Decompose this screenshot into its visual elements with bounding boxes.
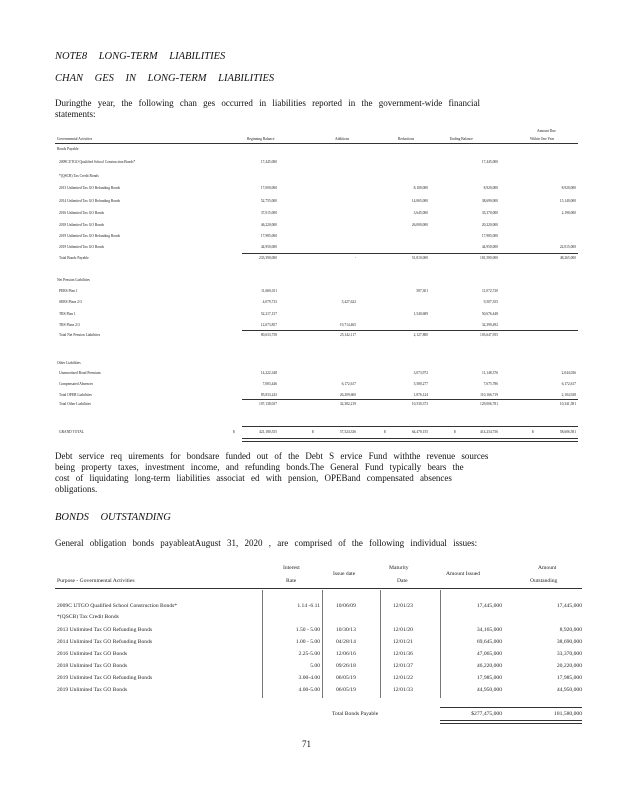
bond-row-1-label: *(QSCB) Tax Credit Bonds	[59, 174, 99, 178]
bond-row-4-reductions: 3,645,000	[413, 211, 428, 215]
bond-issue-5-label: 2018 Unlimited Tax GO Bonds	[57, 663, 128, 669]
bond-issue-5-maturity: 12/01/37	[393, 663, 413, 669]
pension-row-2-ending: 50,676,448	[481, 312, 498, 316]
bond-issue-6-outstanding: 17,985,000	[556, 675, 582, 681]
pension-subtotal-rule	[242, 330, 578, 331]
bond-issue-6-maturity: 12/01/22	[393, 675, 413, 681]
bond-issue-7-rate: 4.00-5.00	[298, 687, 320, 693]
header-purpose: Purpose - Governmental Activities	[57, 578, 135, 584]
other-row-1-additions: 6,172,617	[341, 382, 356, 386]
bond-issue-0-issued: 17,445,000	[476, 603, 502, 609]
bond-row-5-ending: 20,220,000	[481, 223, 498, 227]
other-row-1-beginning: 7,083,446	[262, 382, 277, 386]
intro-line-2: statements:	[55, 109, 96, 119]
bond-issue-6-issued: 17,985,000	[476, 675, 502, 681]
bonds-total-double-rule	[440, 720, 582, 724]
bonds-outstanding-heading: BONDS OUTSTANDING	[55, 512, 171, 523]
bond-issue-6-rate: 3.00-4.00	[298, 675, 320, 681]
total-bonds-ending: 181,580,000	[480, 256, 498, 260]
bond-row-7-ending: 44,950,000	[481, 245, 498, 249]
bond-issue-0-maturity: 12/01/23	[393, 603, 413, 609]
pension-row-1-additions: 5,427,622	[341, 300, 356, 304]
other-row-2-label: Total OPEB Liabilities	[59, 393, 92, 397]
para2-line-2: being property taxes, investment income, and refunding bonds.The General Fund typically bears the	[55, 462, 464, 472]
bond-issue-2-rate: 1.50 - 5.00	[295, 627, 320, 633]
header-issue-date: Issue date	[333, 571, 356, 577]
grand-total-additions-currency: $	[312, 430, 314, 434]
pension-row-2-beginning: 52,217,157	[260, 312, 277, 316]
header-ending: Ending Balance	[450, 137, 473, 141]
bond-row-0-ending: 17,445,000	[481, 160, 498, 164]
other-row-1-within: 6,172,617	[561, 382, 576, 386]
header-maturity-date: Date	[397, 578, 408, 584]
total-pension-label: Total Net Pension Liabilities	[59, 333, 101, 337]
total-pension-beginning: 80,633,758	[260, 333, 277, 337]
header-activities: Governmental Activities	[57, 137, 93, 141]
bond-issue-3-outstanding: 38,690,000	[556, 639, 582, 645]
bond-issue-0-label: 2009C UTGO Qualified School Construction Bonds*	[57, 603, 178, 609]
pension-row-1-ending: 9,507,355	[483, 300, 498, 304]
header-maturity: Maturity	[389, 565, 409, 571]
pension-row-3-additions: 19,714,465	[339, 323, 356, 327]
other-row-0-label: Unamortized Bond Premium	[59, 371, 101, 375]
grand-total-ending-currency: $	[454, 430, 456, 434]
bonds-table-column-divider	[262, 590, 263, 698]
bond-row-3-label: 2014 Unlimited Tax GO Refunding Bonds	[59, 199, 121, 203]
bond-row-4-within: 2,190,000	[561, 211, 576, 215]
grand-total-reductions-currency: $	[384, 430, 386, 434]
bond-issue-6-issue-date: 06/05/19	[336, 675, 356, 681]
grand-double-rule	[242, 438, 578, 442]
bonds-table-column-divider	[440, 590, 441, 698]
para2-line-1: Debt service req uirements for bondsare funded out of the Debt S ervice Fund withthe revenue sources	[55, 451, 489, 461]
bonds-total-label: Total Bonds Payable	[332, 711, 379, 717]
grand-total-ending: 414,234,736	[480, 430, 498, 434]
pension-row-2-label: TRS Plan 1	[59, 312, 76, 316]
bond-issue-3-maturity: 12/01/21	[393, 639, 413, 645]
pension-row-0-reductions: 587,301	[416, 289, 428, 293]
other-row-0-beginning: 14,222,348	[260, 371, 277, 375]
total-other-additions: 32,382,219	[339, 402, 356, 406]
bond-row-2-beginning: 17,000,000	[260, 186, 277, 190]
bond-issue-2-issued: 34,165,000	[476, 627, 502, 633]
bond-issue-3-issue-date: 04/28/14	[336, 639, 356, 645]
intro-line-1: Duringthe year, the following chan ges occurred in liabilities reported in the government-wide financial	[55, 98, 481, 108]
grand-total-label: GRAND TOTAL	[59, 430, 85, 434]
para2-line-4: obligations.	[55, 484, 98, 494]
other-row-0-ending: 11,148,376	[481, 371, 498, 375]
grand-total-within: 58,606,581	[559, 430, 576, 434]
bond-row-4-beginning: 37,015,000	[260, 211, 277, 215]
bond-row-4-ending: 33,370,000	[481, 211, 498, 215]
pension-row-3-beginning: 12,673,857	[260, 323, 277, 327]
pension-row-1-beginning: 4,079,733	[262, 300, 277, 304]
header-beginning: Beginning Balance	[247, 137, 275, 141]
bond-issue-3-issued: 69,645,000	[476, 639, 502, 645]
bond-row-3-ending: 38,690,000	[481, 199, 498, 203]
bond-issue-2-outstanding: 8,920,000	[559, 627, 582, 633]
bond-row-7-beginning: 44,950,000	[260, 245, 277, 249]
bond-row-5-label: 2018 Unlimited Tax GO Bonds	[59, 223, 105, 227]
bond-issue-0-rate: 1.14 -6.11	[297, 603, 320, 609]
pension-row-2-reductions: 1,540,689	[413, 312, 428, 316]
pension-row-0-label: PERS Plan 1	[59, 289, 78, 293]
header-amount-issued: Amount Issued	[446, 571, 481, 577]
other-row-0-within: 2,044,036	[561, 371, 576, 375]
bond-issue-7-maturity: 12/01/33	[393, 687, 413, 693]
total-other-label: Total Other Liabilities	[59, 402, 91, 406]
pension-row-3-label: TRS Plans 2/3	[59, 323, 80, 327]
bond-issue-4-outstanding: 33,370,000	[556, 651, 582, 657]
bond-issue-5-rate: 5.00	[310, 663, 320, 669]
header-reductions: Reductions	[398, 137, 415, 141]
grand-total-additions: 57,524,336	[339, 430, 356, 434]
total-other-within: 10,341,581	[559, 402, 576, 406]
bond-issue-5-outstanding: 20,220,000	[556, 663, 582, 669]
header-interest: Interest	[283, 565, 300, 571]
pension-row-3-ending: 32,390,492	[481, 323, 498, 327]
pension-row-0-beginning: 11,660,011	[261, 289, 277, 293]
bond-issue-4-rate: 2.25-5.00	[298, 651, 320, 657]
total-bonds-beginning: 233,390,000	[259, 256, 277, 260]
pension-row-0-ending: 11,072,720	[481, 289, 498, 293]
bond-row-2-reductions: 8,100,000	[413, 186, 428, 190]
bond-issue-2-maturity: 12/01/20	[393, 627, 413, 633]
other-row-1-reductions: 5,580,277	[413, 382, 428, 386]
total-bonds-label: Total Bonds Payable	[59, 256, 89, 260]
other-row-1-ending: 7,675,786	[483, 382, 498, 386]
grand-total-reductions: 64,470,155	[411, 430, 428, 434]
bond-issue-4-maturity: 12/01/36	[393, 651, 413, 657]
other-row-2-ending: 110,166,719	[480, 393, 498, 397]
note-heading: NOTE8 LONG-TERM LIABILITIES	[55, 51, 226, 62]
header-outstanding: Outstanding	[530, 578, 558, 584]
grand-total-within-currency: $	[532, 430, 534, 434]
total-bonds-reductions: 51,810,000	[411, 256, 428, 260]
bond-issue-3-label: 2014 Unlimited Tax GO Refunding Bonds	[57, 639, 153, 645]
bond-issue-6-label: 2019 Unlimited Tax GO Refunding Bonds	[57, 675, 153, 681]
other-row-1-label: Compensated Absences	[59, 382, 94, 386]
pension-row-1-label: SERS Plans 2/3	[59, 300, 82, 304]
bond-row-7-within: 22,015,000	[559, 245, 576, 249]
header-rule	[55, 143, 578, 144]
bond-row-2-ending: 8,920,000	[483, 186, 498, 190]
bond-row-3-beginning: 52,755,000	[260, 199, 277, 203]
grand-top-rule	[242, 426, 578, 427]
bonds-total-top-rule	[440, 707, 582, 708]
total-bonds-within: 48,265,000	[559, 256, 576, 260]
section-bonds-payable: Bonds Payable	[57, 147, 79, 151]
bond-issue-7-issued: 44,950,000	[476, 687, 502, 693]
bond-issue-0-outstanding: 17,445,000	[556, 603, 582, 609]
bond-row-3-reductions: 14,065,000	[411, 199, 428, 203]
section-heading-changes: CHAN GES IN LONG-TERM LIABILITIES	[55, 73, 275, 84]
bond-row-0-beginning: 17,445,000	[260, 160, 277, 164]
header-rate: Rate	[286, 578, 297, 584]
para2-line-3: cost of liquidating long-term liabilities associat ed with pension, OPEBand compensated absences	[55, 473, 452, 483]
total-pension-additions: 25,142,117	[339, 333, 356, 337]
other-subtotal-rule	[242, 399, 578, 400]
bond-row-6-ending: 17,985,000	[481, 234, 498, 238]
bond-issue-3-rate: 1.00 - 5.00	[295, 639, 320, 645]
bonds-header-rule	[55, 588, 582, 589]
header-within: Within One Year	[530, 137, 555, 141]
bond-issue-7-issue-date: 06/05/19	[336, 687, 356, 693]
bond-row-4-label: 2016 Unlimited Tax GO Bonds	[59, 211, 105, 215]
bond-row-2-within: 8,920,000	[561, 186, 576, 190]
bond-issue-4-issued: 47,065,000	[476, 651, 502, 657]
bond-issue-0-issue-date: 10/06/09	[336, 603, 356, 609]
bond-row-0-label: 2009CUTGO Qualified School Construction Bonds*	[59, 160, 136, 164]
header-amount-due: Amount Due	[537, 129, 556, 133]
para3: General obligation bonds payableatAugust 31, 2020 , are comprised of the following individual issues:	[55, 538, 478, 548]
total-pension-reductions: 2,127,880	[413, 333, 428, 337]
bond-row-5-reductions: 26,000,000	[411, 223, 428, 227]
bond-row-2-label: 2013 Unlimited Tax GO Refunding Bonds	[59, 186, 121, 190]
bond-issue-5-issue-date: 09/26/18	[336, 663, 356, 669]
section-other-liabilities: Other Liabilities	[57, 361, 81, 365]
bond-row-6-beginning: 17,985,000	[260, 234, 277, 238]
page-number: 71	[302, 739, 311, 749]
total-bonds-additions: -	[354, 256, 356, 260]
bonds-total-outstanding: 181,580,000	[554, 711, 582, 717]
total-other-beginning: 107,138,037	[259, 402, 277, 406]
grand-total-beginning: 421,180,555	[259, 430, 277, 434]
bond-issue-2-issue-date: 10/30/13	[336, 627, 356, 633]
other-row-0-reductions: 3,073,972	[413, 371, 428, 375]
header-amount: Amount	[538, 565, 557, 571]
other-row-2-additions: 26,209,600	[339, 393, 356, 397]
other-row-2-within: 2,104,928	[561, 393, 576, 397]
bonds-total-issued: $277,475,000	[471, 711, 502, 717]
total-other-ending: 129,006,781	[480, 402, 498, 406]
other-row-2-reductions: 1,876,124	[413, 393, 428, 397]
bond-row-6-label: 2019 Unlimited Tax GO Refunding Bonds	[59, 234, 121, 238]
bonds-table-column-divider	[322, 590, 323, 698]
section-net-pension: Net Pension Liabilities	[57, 278, 90, 282]
bond-row-3-within: 15,140,000	[559, 199, 576, 203]
bond-issue-5-issued: 46,220,000	[476, 663, 502, 669]
total-other-reductions: 10,530,373	[411, 402, 428, 406]
bond-row-7-label: 2019 Unlimited Tax GO Bonds	[59, 245, 105, 249]
bond-issue-1-label: *(QSCB) Tax Credit Bonds	[57, 614, 119, 620]
total-pension-ending: 103,647,955	[480, 333, 498, 337]
bond-issue-7-label: 2019 Unlimited Tax GO Bonds	[57, 687, 128, 693]
bond-issue-4-issue-date: 12/06/16	[336, 651, 356, 657]
bond-issue-7-outstanding: 44,950,000	[556, 687, 582, 693]
other-row-2-beginning: 85,833,243	[260, 393, 277, 397]
bond-issue-4-label: 2016 Unlimited Tax GO Bonds	[57, 651, 128, 657]
bond-row-5-beginning: 46,220,000	[260, 223, 277, 227]
bond-issue-2-label: 2013 Unlimited Tax GO Refunding Bonds	[57, 627, 153, 633]
bonds-table-column-divider	[380, 590, 381, 698]
bonds-subtotal-rule	[242, 253, 578, 254]
grand-total-beginning-currency: $	[233, 430, 235, 434]
header-additions: Additions	[335, 137, 350, 141]
